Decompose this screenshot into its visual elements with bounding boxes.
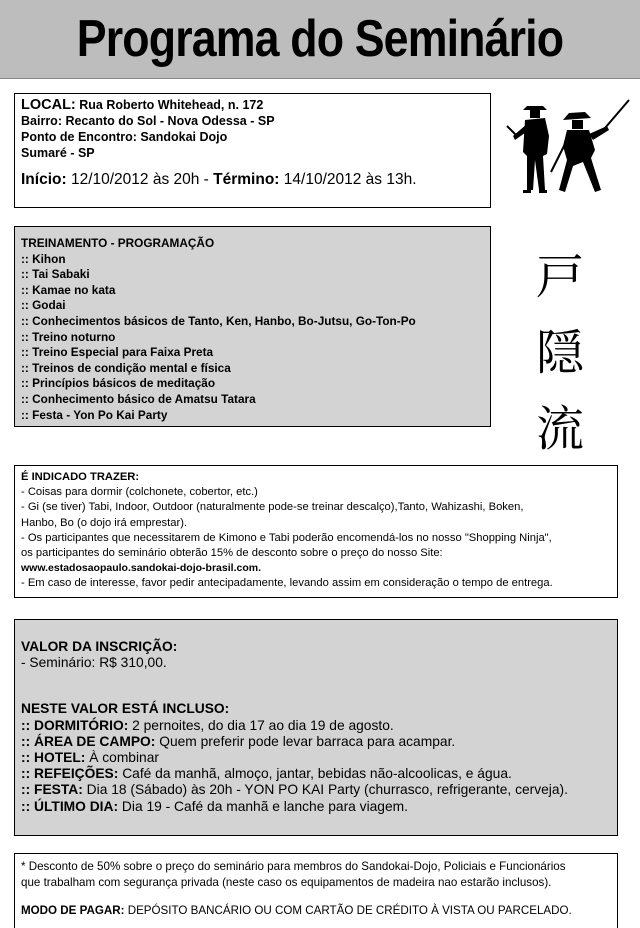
included-item-text: Dia 18 (Sábado) às 20h - YON PO KAI Party (churrasco, refrigerante, cerveja). — [82, 782, 568, 798]
location-address: Rua Roberto Whitehead, n. 172 — [79, 98, 264, 112]
bring-line: Hanbo, Bo (o dojo irá emprestar). — [21, 516, 188, 529]
included-item-text: À combinar — [85, 750, 159, 766]
training-heading: TREINAMENTO - PROGRAMAÇÃO — [21, 236, 215, 250]
discount-note-line: * Desconto de 50% sobre o preço do seminário para membros do Sandokai-Dojo, Policiais e Funcionários — [21, 860, 566, 873]
site-link[interactable]: www.estadosaopaulo.sandokai-dojo-brasil.com. — [21, 562, 261, 575]
city-line: Sumaré - SP — [21, 146, 95, 160]
payment-label: MODO DE PAGAR: — [21, 903, 125, 917]
payment-line — [21, 903, 611, 919]
included-item-text: 2 pernoites, do dia 17 ao dia 19 de agosto. — [128, 717, 394, 733]
start-value: 12/10/2012 às 20h - — [70, 171, 209, 188]
training-item: :: Tai Sabaki — [21, 267, 90, 282]
bring-line: - Em caso de interesse, favor pedir antecipadamente, levando assim em consideração o tempo de entrega. — [21, 577, 553, 590]
included-item-label: :: FESTA: — [21, 782, 83, 798]
included-item-text: Café da manhã, almoço, jantar, bebidas não-alcoolicas, e água. — [118, 766, 512, 782]
bring-line: - Gi (se tiver) Tabi, Indoor, Outdoor (naturalmente pode-se treinar descalço),Tanto, Wahizashi, Boken, — [21, 501, 524, 514]
discount-note-box — [14, 853, 618, 928]
included-item-label: :: HOTEL: — [21, 750, 86, 766]
included-item — [21, 799, 611, 815]
kanji-character: 流 — [536, 401, 585, 457]
bring-line: - Os participantes que necessitarem de Kimono e Tabi poderão encomendá-los no nosso "Shopping Ninja", — [21, 531, 552, 544]
training-item: :: Treino Especial para Faixa Preta — [21, 345, 214, 360]
included-heading: NESTE VALOR ESTÁ INCLUSO: — [21, 701, 230, 717]
included-item-text: Dia 19 - Café da manhã e lanche para viagem. — [118, 798, 408, 814]
location-line — [21, 97, 484, 113]
payment-text: DEPÓSITO BANCÁRIO OU COM CARTÃO DE CRÉDITO À VISTA OU PARCELADO. — [124, 903, 572, 917]
kanji-character: 戸 — [536, 249, 585, 305]
training-item: :: Godai — [21, 298, 66, 313]
included-item-label: :: ÚLTIMO DIA: — [21, 798, 119, 814]
kanji-character: 隠 — [536, 325, 585, 381]
registration-fee-box — [14, 619, 618, 836]
fee-price: - Seminário: R$ 310,00. — [21, 655, 167, 671]
training-item: :: Treino noturno — [21, 329, 116, 344]
ninja-silhouettes-image — [503, 96, 631, 202]
bring-line: os participantes do seminário obterão 15% de desconto sobre o preço do nosso Site: — [21, 547, 443, 560]
discount-note-line: que trabalham com segurança privada (neste caso os equipamentos de madeira nao estarão inclusos). — [21, 875, 552, 889]
training-item: :: Treinos de condição mental e física — [21, 360, 231, 375]
training-item: :: Festa - Yon Po Kai Party — [21, 407, 168, 422]
location-box — [14, 93, 491, 208]
meeting-point-line: Ponto de Encontro: Sandokai Dojo — [21, 130, 228, 144]
bring-items-box — [14, 465, 618, 598]
training-item: :: Conhecimentos básicos de Tanto, Ken, Hanbo, Bo-Jutsu, Go-Ton-Po — [21, 313, 416, 328]
bring-heading: É INDICADO TRAZER: — [21, 471, 140, 483]
dates-line — [21, 172, 484, 188]
page-title: Programa do Seminário — [76, 10, 564, 68]
training-program-box — [14, 226, 491, 427]
included-item-label: :: ÁREA DE CAMPO: — [21, 733, 156, 749]
included-item-text: Quem preferir pode levar barraca para acampar. — [155, 733, 456, 749]
included-item-label: :: DORMITÓRIO: — [21, 717, 129, 733]
bairro-line: Bairro: Recanto do Sol - Nova Odessa - SP — [21, 114, 275, 128]
training-item: :: Princípios básicos de meditação — [21, 376, 216, 391]
end-value: 14/10/2012 às 13h. — [283, 171, 417, 188]
training-item: :: Conhecimento básico de Amatsu Tatara — [21, 391, 256, 406]
location-label: LOCAL: — [21, 97, 76, 113]
bring-line: - Coisas para dormir (colchonete, cobertor, etc.) — [21, 486, 258, 499]
included-item — [21, 718, 611, 734]
training-item: :: Kamae no kata — [21, 282, 116, 297]
end-label: Término: — [213, 171, 280, 188]
training-item: :: Kihon — [21, 251, 66, 266]
fee-heading: VALOR DA INSCRIÇÃO: — [21, 639, 178, 654]
included-item — [21, 782, 611, 798]
start-label: Início: — [21, 171, 67, 188]
included-item — [21, 750, 611, 766]
included-item-label: :: REFEIÇÕES: — [21, 766, 119, 782]
included-item — [21, 766, 611, 782]
header-banner — [0, 0, 640, 79]
included-item — [21, 734, 611, 750]
